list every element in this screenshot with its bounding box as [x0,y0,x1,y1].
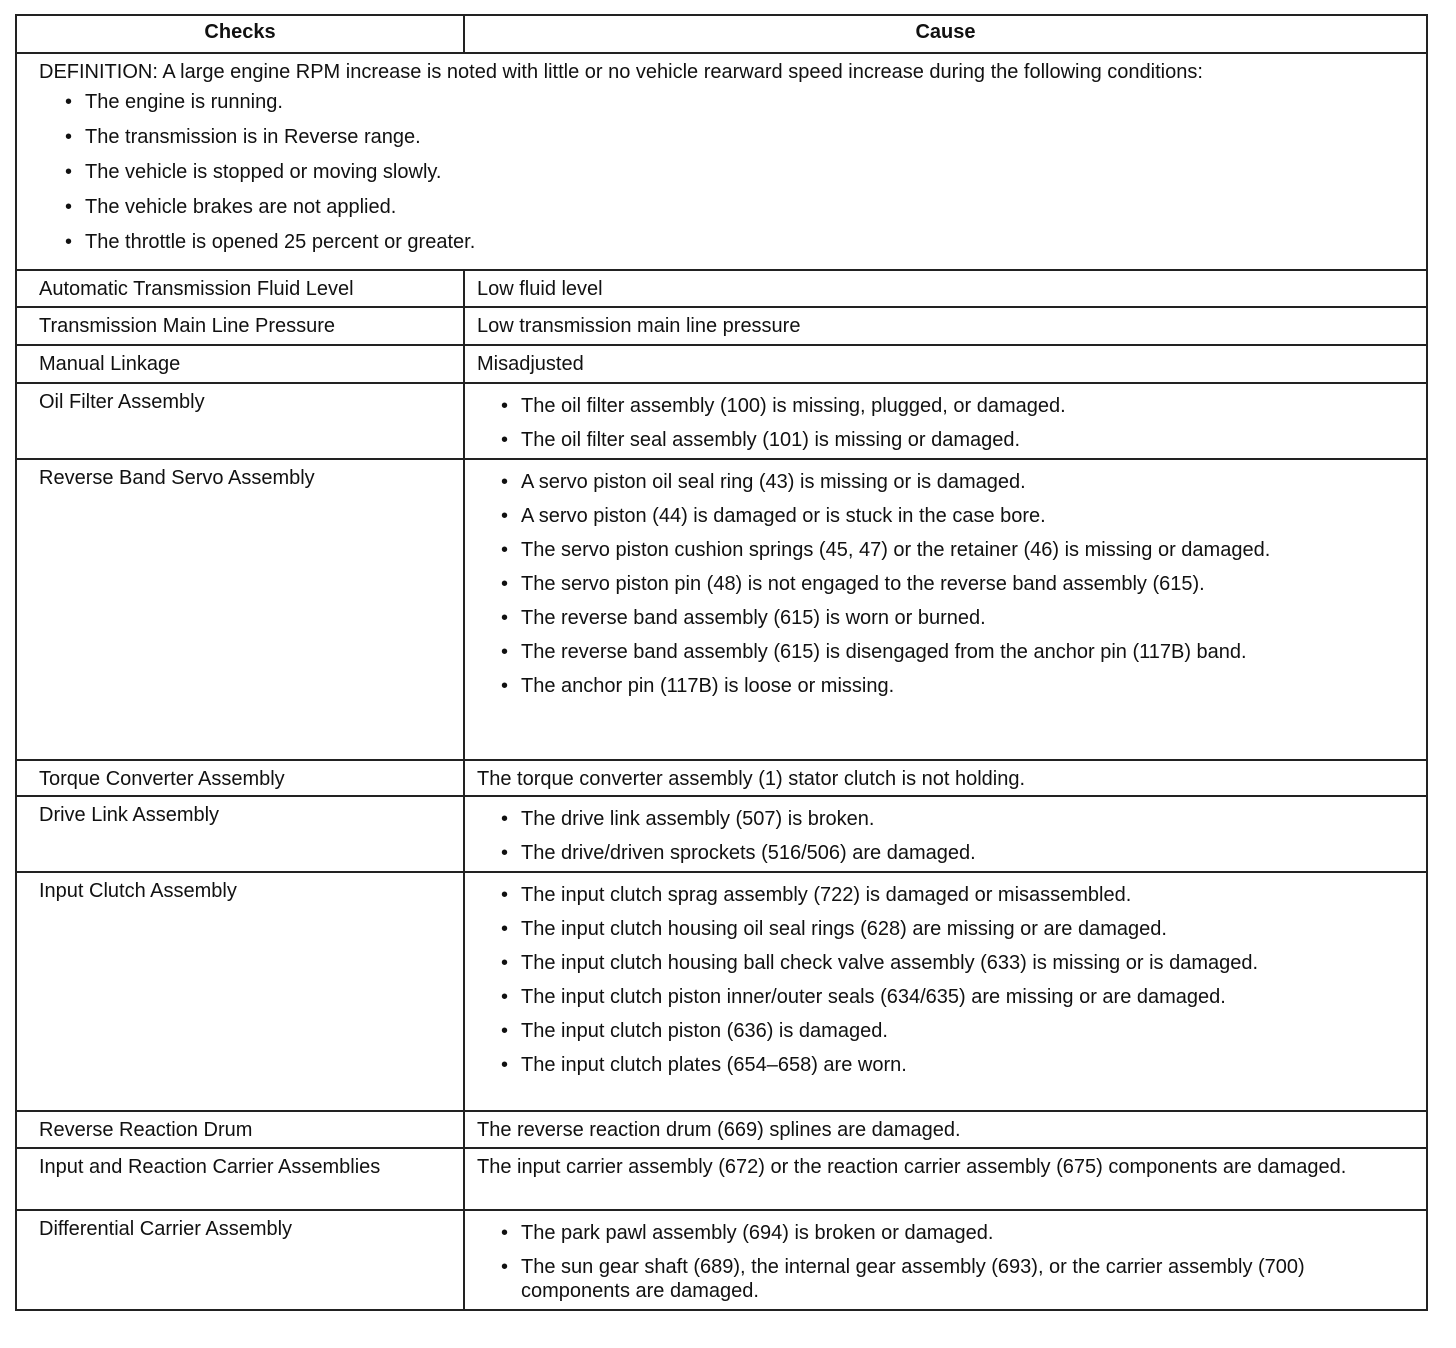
check-cell: Input and Reaction Carrier Assemblies [16,1148,464,1210]
table-row [16,1210,1427,1310]
cause-item: • The reverse band assembly (615) is disengaged from the anchor pin (117B) band. [497,640,1408,664]
cause-item: • The oil filter seal assembly (101) is missing or damaged. [497,428,1408,452]
cause-text: The reverse reaction drum (669) splines are damaged. [477,1119,961,1141]
cause-cell [464,1148,1427,1210]
condition-item: • The engine is running. [61,90,1408,114]
cause-list [487,807,1408,865]
check-cell: Reverse Band Servo Assembly [16,459,464,760]
definition-text: DEFINITION: A large engine RPM increase is noted with little or no vehicle rearward speed increase during the following conditions: [39,61,1203,83]
table-row [16,345,1427,383]
cause-item: • The input clutch housing ball check valve assembly (633) is missing or is damaged. [497,951,1408,975]
cause-cell [464,1210,1427,1310]
table-row [16,1148,1427,1210]
diagnostic-table [15,14,1428,1311]
table-row [16,796,1427,872]
table-row [16,459,1427,760]
cause-item: • The input clutch housing oil seal rings (628) are missing or are damaged. [497,917,1408,941]
cause-cell [464,760,1427,796]
cause-item: • The servo piston cushion springs (45, 47) or the retainer (46) is missing or damaged. [497,538,1408,562]
check-cell: Oil Filter Assembly [16,383,464,459]
cause-item: • The park pawl assembly (694) is broken or damaged. [497,1221,1408,1245]
cause-cell [464,383,1427,459]
cause-text: Low fluid level [477,278,603,300]
condition-item: • The vehicle is stopped or moving slowly. [61,160,1408,184]
cause-cell [464,270,1427,307]
cause-text: The torque converter assembly (1) stator clutch is not holding. [477,768,1026,790]
header-row [16,15,1427,53]
table-row [16,760,1427,796]
table-row [16,383,1427,459]
definition-row [16,53,1427,270]
cause-header: Cause [464,15,1427,53]
table-row [16,872,1427,1111]
table-row [16,307,1427,345]
check-cell: Manual Linkage [16,345,464,383]
cause-list [487,470,1408,698]
cause-cell [464,796,1427,872]
cause-item: • A servo piston (44) is damaged or is stuck in the case bore. [497,504,1408,528]
cause-item: • A servo piston oil seal ring (43) is missing or is damaged. [497,470,1408,494]
check-cell: Differential Carrier Assembly [16,1210,464,1310]
check-cell: Automatic Transmission Fluid Level [16,270,464,307]
check-cell: Input Clutch Assembly [16,872,464,1111]
condition-item: • The vehicle brakes are not applied. [61,195,1408,219]
cause-item: • The servo piston pin (48) is not engaged to the reverse band assembly (615). [497,572,1408,596]
condition-item: • The throttle is opened 25 percent or greater. [61,230,1408,254]
checks-header: Checks [16,15,464,53]
cause-item: • The input clutch piston inner/outer seals (634/635) are missing or are damaged. [497,985,1408,1009]
cause-item: • The drive/driven sprockets (516/506) are damaged. [497,841,1408,865]
table-row [16,270,1427,307]
cause-cell [464,459,1427,760]
cause-list [487,883,1408,1077]
conditions-list [39,90,1408,254]
cause-cell [464,307,1427,345]
cause-item: • The oil filter assembly (100) is missing, plugged, or damaged. [497,394,1408,418]
cause-item: • The reverse band assembly (615) is worn or burned. [497,606,1408,630]
definition-cell [16,53,1427,270]
cause-item: • The input clutch piston (636) is damaged. [497,1019,1408,1043]
cause-cell [464,872,1427,1111]
cause-cell [464,345,1427,383]
check-cell: Torque Converter Assembly [16,760,464,796]
check-cell: Reverse Reaction Drum [16,1111,464,1148]
check-cell: Drive Link Assembly [16,796,464,872]
cause-item: • The sun gear shaft (689), the internal gear assembly (693), or the carrier assembly (700) components are damaged. [497,1255,1408,1303]
cause-item: • The input clutch plates (654–658) are worn. [497,1053,1408,1077]
cause-item: • The anchor pin (117B) is loose or missing. [497,674,1408,698]
cause-item: • The drive link assembly (507) is broken. [497,807,1408,831]
condition-item: • The transmission is in Reverse range. [61,125,1408,149]
cause-text: The input carrier assembly (672) or the reaction carrier assembly (675) components are damaged. [477,1156,1347,1178]
cause-list [487,1221,1408,1303]
cause-item: • The input clutch sprag assembly (722) is damaged or misassembled. [497,883,1408,907]
table-row [16,1111,1427,1148]
check-cell: Transmission Main Line Pressure [16,307,464,345]
cause-text: Low transmission main line pressure [477,315,801,337]
cause-cell [464,1111,1427,1148]
cause-list [487,394,1408,452]
cause-text: Misadjusted [477,353,584,375]
